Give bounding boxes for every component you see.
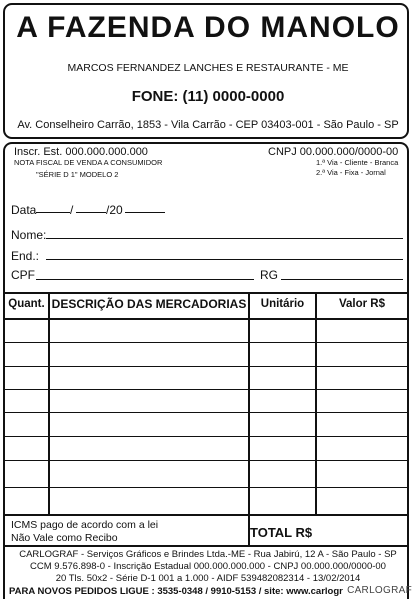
cnpj-number: CNPJ 00.000.000/0000-00 [268,146,399,158]
copy-2-label: 2.ª Via - Fixa - Jornal [316,168,386,177]
date-month-field[interactable] [76,212,106,213]
phone-number: FONE: (11) 0000-0000 [131,88,285,105]
table-row [3,436,409,437]
table-bottom-border [3,514,409,516]
copy-1-label: 1.ª Via - Cliente - Branca [316,158,399,167]
watermark: CARLOGRAF [347,585,412,596]
cpf-field[interactable] [36,279,254,280]
table-row [3,412,409,413]
column-divider-2 [248,292,250,545]
date-year-prefix: /20 [106,203,123,217]
order-contact: PARA NOVOS PEDIDOS LIGUE : 3535-0348 / 9910-5153 / site: www.carlogr [9,586,343,597]
cpf-label: CPF [11,268,35,282]
state-registration: Inscr. Est. 000.000.000.000 [14,146,148,158]
table-row [3,342,409,343]
date-day-field[interactable] [36,212,70,213]
column-header-quantity: Quant. [8,298,45,310]
footer-top-border [3,545,409,547]
table-header-bottom-border [3,318,409,320]
date-separator: / [70,203,74,217]
icms-note: ICMS pago de acordo com a lei [11,519,159,531]
invoice-type: NOTA FISCAL DE VENDA A CONSUMIDOR [14,158,163,167]
table-top-border [3,292,409,294]
column-header-value: Valor R$ [338,298,386,310]
address-label: End.: [11,249,40,263]
table-row [3,366,409,367]
table-row [3,460,409,461]
name-field[interactable] [46,238,403,239]
name-label: Nome: [11,228,47,242]
total-label: TOTAL R$ [250,525,313,540]
business-name: A FAZENDA DO MANOLO [16,11,400,44]
printer-info: CARLOGRAF - Serviços Gráficos e Brindes Ltda.-ME - Rua Jabirú, 12 A - São Paulo - SP [19,549,397,560]
column-header-description: DESCRIÇÃO DAS MERCADORIAS [51,297,247,311]
invoice-series: "SÉRIE D 1" MODELO 2 [36,170,119,179]
table-row [3,389,409,390]
address-field[interactable] [46,259,403,260]
company-subtitle: MARCOS FERNANDEZ LANCHES E RESTAURANTE - ME [67,62,349,74]
column-divider-1 [48,292,50,514]
table-row [3,487,409,488]
column-header-unit-price: Unitário [260,298,305,310]
print-run-info: 20 Tls. 50x2 - Série D-1 001 a 1.000 - AIDF 539482082314 - 13/02/2014 [55,573,361,584]
rg-field[interactable] [281,279,403,280]
company-address: Av. Conselheiro Carrão, 1853 - Vila Carrão - CEP 03403-001 - São Paulo - SP [17,119,399,131]
rg-label: RG [260,268,278,282]
receipt-note: Não Vale como Recibo [11,532,118,544]
printer-registration: CCM 9.576.898-0 - Inscrição Estadual 000.000.000.000 - CNPJ 00.000.000/0000-00 [30,561,386,572]
column-divider-3 [315,292,317,514]
date-label: Data [11,203,37,217]
date-year-field[interactable] [125,212,165,213]
